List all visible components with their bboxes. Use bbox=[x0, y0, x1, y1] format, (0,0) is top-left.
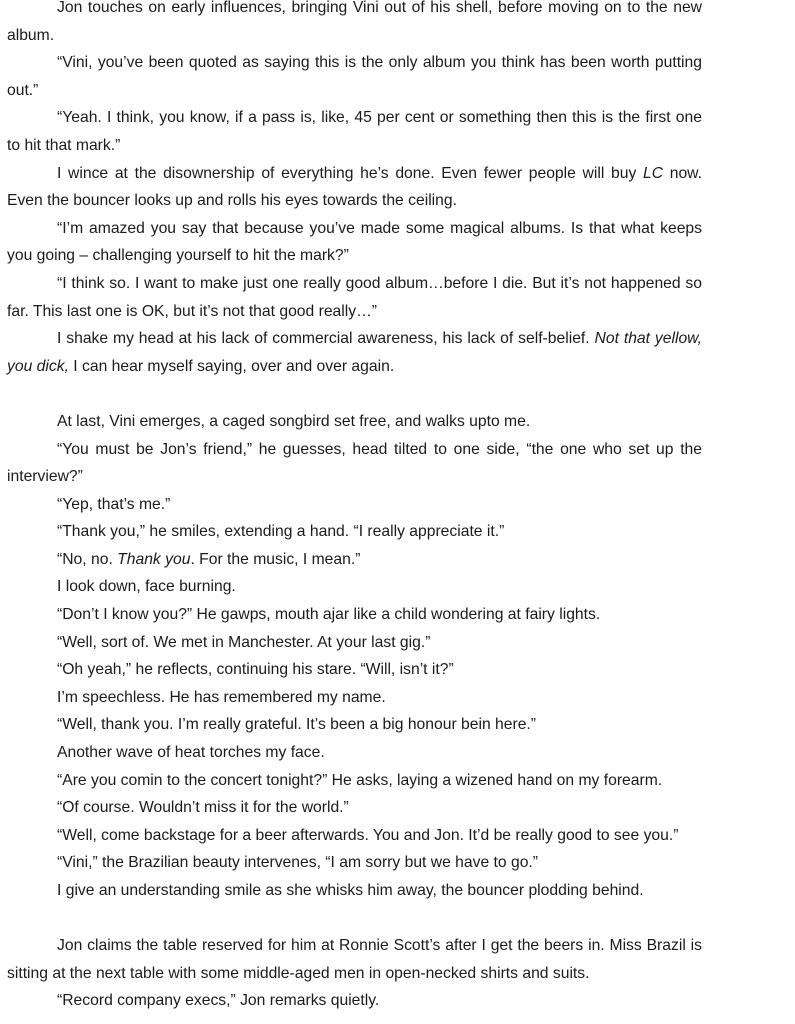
text-run: “I think so. I want to make just one really good album…before I die. But it’s not happened so far. This last one is OK, but it’s not that good really…” bbox=[7, 274, 702, 320]
text-run: “Are you comin to the concert tonight?” He asks, laying a wizened hand on my forearm. bbox=[57, 771, 663, 789]
paragraph bbox=[7, 684, 702, 712]
paragraph bbox=[7, 436, 702, 491]
paragraph bbox=[7, 794, 702, 822]
italic-text-run: Thank you bbox=[117, 550, 191, 568]
text-run: Jon touches on early influences, bringing Vini out of his shell, before moving on to the new album. bbox=[7, 0, 702, 44]
text-run: “Well, come backstage for a beer afterwards. You and Jon. It’d be really good to see you.” bbox=[57, 826, 679, 844]
paragraph bbox=[7, 629, 702, 657]
text-run: I can hear myself saying, over and over again. bbox=[68, 357, 395, 375]
paragraph bbox=[7, 932, 702, 987]
paragraph bbox=[7, 160, 702, 215]
paragraph bbox=[7, 573, 702, 601]
text-run: I look down, face burning. bbox=[57, 578, 236, 596]
text-run: I shake my head at his lack of commercial awareness, his lack of self-belief. bbox=[57, 330, 595, 348]
paragraph bbox=[7, 739, 702, 767]
text-run: “Of course. Wouldn’t miss it for the world.” bbox=[57, 799, 349, 817]
paragraph bbox=[7, 408, 702, 436]
text-run: “I’m amazed you say that because you’ve made some magical albums. Is that what keeps you going – challenging yourself to hit the mark?” bbox=[7, 219, 702, 265]
paragraph bbox=[7, 491, 702, 519]
paragraph bbox=[7, 849, 702, 877]
text-run: “Thank you,” he smiles, extending a hand. “I really appreciate it.” bbox=[57, 523, 505, 541]
paragraph bbox=[7, 215, 702, 270]
paragraph bbox=[7, 518, 702, 546]
document-text-block bbox=[7, 0, 702, 1015]
text-run: Jon claims the table reserved for him at Ronnie Scott’s after I get the beers in. Miss Brazil is sitting at the next table with some middle-aged men in open-necked shirts and suits. bbox=[7, 937, 702, 982]
text-run: At last, Vini emerges, a caged songbird set free, and walks upto me. bbox=[57, 412, 531, 430]
text-run: “Vini,” the Brazilian beauty intervenes, “I am sorry but we have to go.” bbox=[57, 854, 539, 872]
text-run: I’m speechless. He has remembered my name. bbox=[57, 688, 386, 706]
text-run: “No, no. bbox=[57, 550, 118, 568]
paragraph bbox=[7, 49, 702, 104]
paragraph bbox=[7, 325, 702, 380]
paragraph bbox=[7, 601, 702, 629]
text-run: now. Even the bouncer looks up and rolls his eyes towards the ceiling. bbox=[7, 164, 702, 210]
paragraph bbox=[7, 104, 702, 159]
text-run: “Well, sort of. We met in Manchester. At your last gig.” bbox=[57, 633, 431, 651]
italic-text-run: LC bbox=[642, 164, 664, 182]
paragraph bbox=[7, 822, 702, 850]
text-run: “Well, thank you. I’m really grateful. It’s been a big honour bein here.” bbox=[57, 716, 537, 734]
paragraph bbox=[7, 546, 702, 574]
italic-text-run: Not that yellow, you dick, bbox=[7, 330, 702, 375]
text-run: “Vini, you’ve been quoted as saying this is the only album you think has been worth putting out.” bbox=[7, 54, 702, 99]
paragraph bbox=[7, 767, 702, 795]
text-run: “Don’t I know you?” He gawps, mouth ajar like a child wondering at fairy lights. bbox=[57, 606, 601, 624]
text-run: “Yep, that’s me.” bbox=[57, 495, 171, 513]
text-run: . For the music, I mean.” bbox=[190, 550, 361, 568]
paragraph bbox=[7, 877, 702, 905]
paragraph bbox=[7, 987, 702, 1015]
text-run: “You must be Jon’s friend,” he guesses, head tilted to one side, “the one who set up the interview?” bbox=[7, 440, 702, 486]
text-run: Another wave of heat torches my face. bbox=[57, 744, 325, 762]
text-run: I give an understanding smile as she whisks him away, the bouncer plodding behind. bbox=[57, 882, 644, 899]
paragraph bbox=[7, 270, 702, 325]
paragraph bbox=[7, 711, 702, 739]
text-run: “Record company execs,” Jon remarks quietly. bbox=[57, 992, 380, 1010]
text-run: “Yeah. I think, you know, if a pass is, like, 45 per cent or something then this is the first one to hit that mark.” bbox=[7, 109, 702, 154]
text-run: “Oh yeah,” he reflects, continuing his stare. “Will, isn’t it?” bbox=[57, 661, 454, 679]
paragraph bbox=[7, 656, 702, 684]
paragraph bbox=[7, 0, 702, 49]
text-run: I wince at the disownership of everything he’s done. Even fewer people will buy bbox=[57, 164, 643, 182]
